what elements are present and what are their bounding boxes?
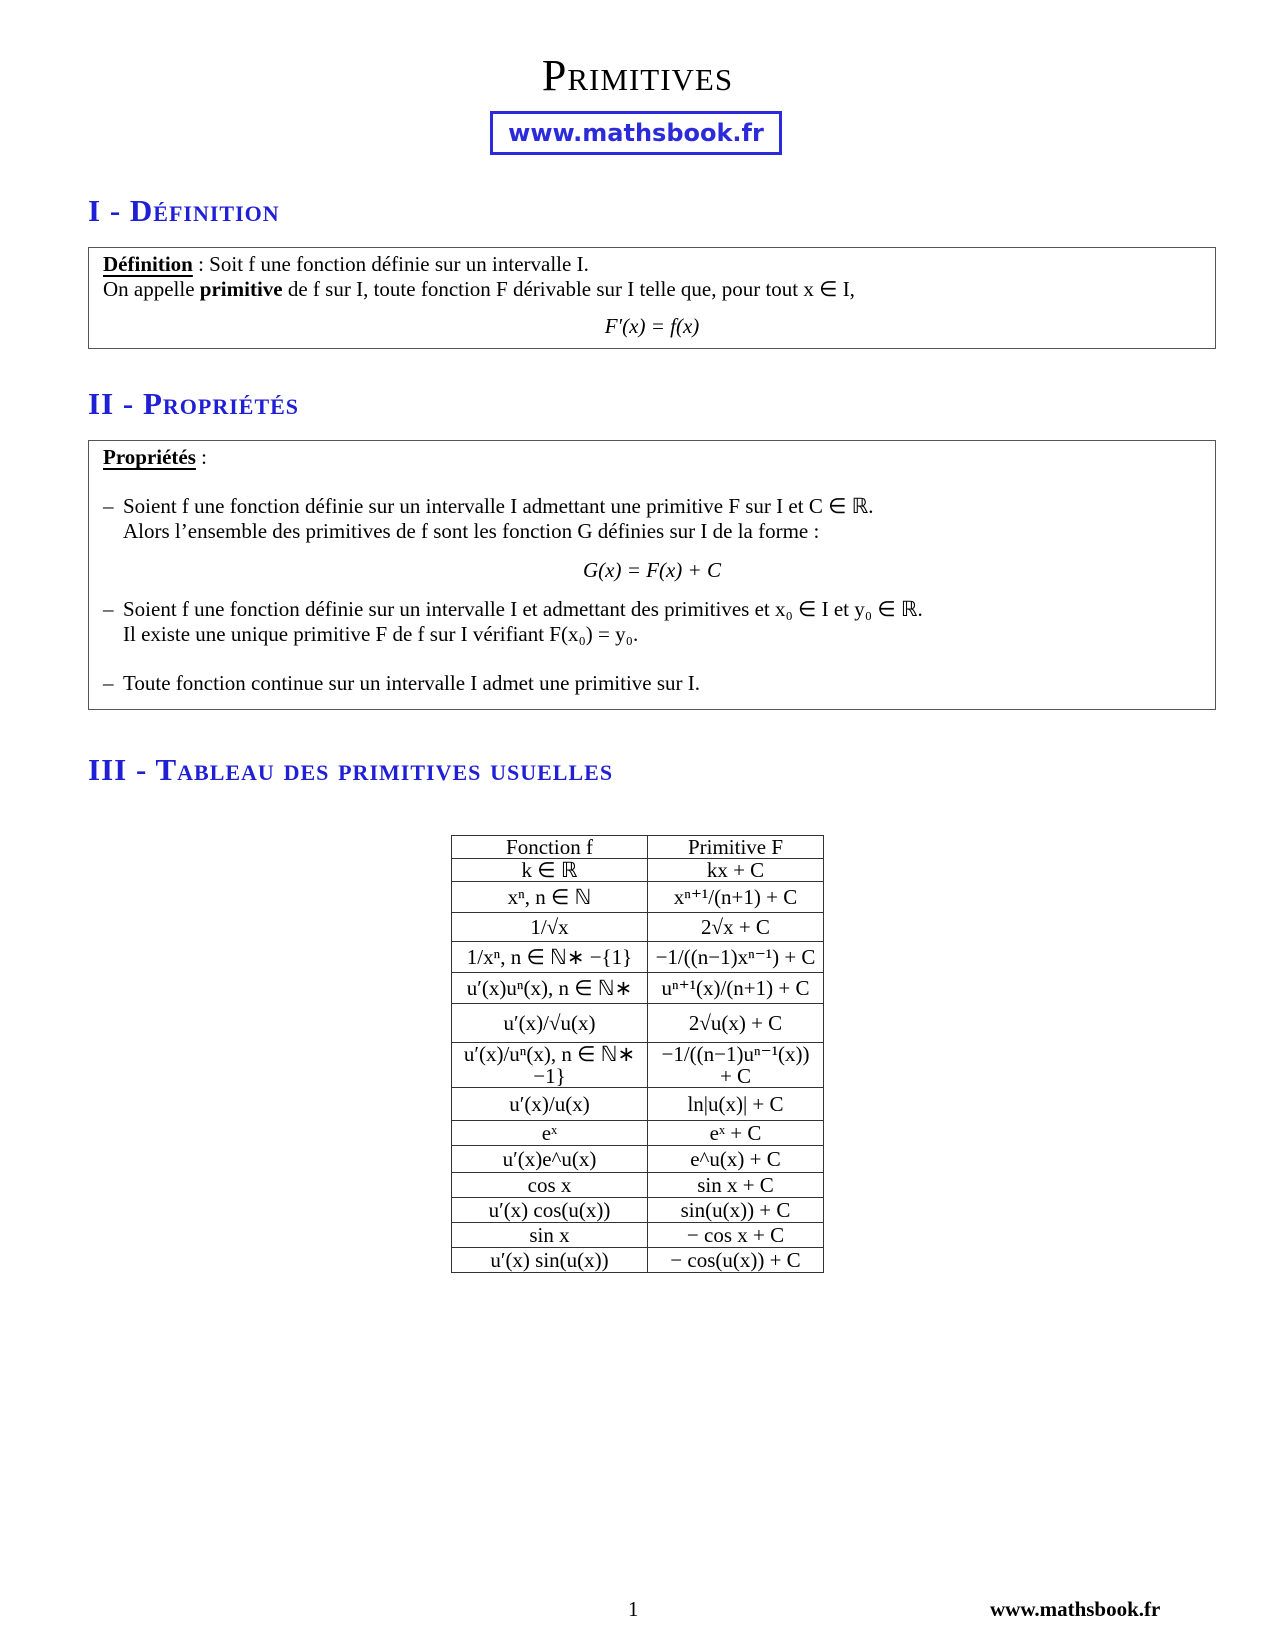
table-row	[452, 1121, 824, 1146]
properties-head-line	[103, 445, 1201, 470]
table-cell-function: sin x	[452, 1223, 648, 1248]
table-cell-primitive: kx + C	[648, 859, 824, 882]
section-heading-definition: I - Définition	[88, 193, 280, 228]
table-row	[452, 913, 824, 942]
site-link[interactable]: www.mathsbook.fr	[490, 111, 782, 155]
table-cell-primitive: eˣ + C	[648, 1121, 824, 1146]
property-1	[103, 494, 1201, 583]
table-cell-primitive: sin(u(x)) + C	[648, 1198, 824, 1223]
table-row	[452, 1146, 824, 1173]
table-cell-function: u′(x) sin(u(x))	[452, 1248, 648, 1273]
property-1-line-1: Soient f une fonction définie sur un intervalle I admettant une primitive F sur I et C ∈ ℝ.	[123, 494, 874, 518]
table-cell-primitive: uⁿ⁺¹(x)/(n+1) + C	[648, 973, 824, 1004]
properties-box	[88, 440, 1216, 710]
table-cell-primitive: ln|u(x)| + C	[648, 1088, 824, 1121]
table-cell-primitive: − cos x + C	[648, 1223, 824, 1248]
table-cell-primitive: − cos(u(x)) + C	[648, 1248, 824, 1273]
bullet-dash: –	[103, 671, 114, 695]
table-row	[452, 1173, 824, 1198]
table-row	[452, 1004, 824, 1043]
bullet-dash: –	[103, 494, 114, 518]
table-cell-function: cos x	[452, 1173, 648, 1198]
table-header-primitive: Primitive F	[648, 836, 824, 859]
table-cell-primitive: xⁿ⁺¹/(n+1) + C	[648, 882, 824, 913]
page-title: Primitives	[541, 51, 734, 100]
page-number: 1	[628, 1597, 639, 1621]
definition-text-2c: de f sur I, toute fonction F dérivable sur I telle que, pour tout x ∈ I,	[282, 277, 855, 301]
definition-head: Définition	[103, 252, 193, 276]
definition-text-2a: On appelle	[103, 277, 200, 301]
table-cell-function: u′(x)/√u(x)	[452, 1004, 648, 1043]
table-cell-function: u′(x)/uⁿ(x), n ∈ ℕ∗ −1}	[452, 1043, 648, 1088]
property-1-line-2: Alors l’ensemble des primitives de f sont les fonction G définies sur I de la forme :	[123, 519, 820, 543]
table-cell-function: xⁿ, n ∈ ℕ	[452, 882, 648, 913]
table-row	[452, 942, 824, 973]
properties-head: Propriétés	[103, 445, 196, 469]
footer-site: www.mathsbook.fr	[990, 1597, 1161, 1621]
table-header-function: Fonction f	[452, 836, 648, 859]
table-row	[452, 859, 824, 882]
table-header-row	[452, 836, 824, 859]
table-cell-primitive: −1/((n−1)xⁿ⁻¹) + C	[648, 942, 824, 973]
property-3	[103, 671, 1201, 696]
property-3-line-1: Toute fonction continue sur un intervalle I admet une primitive sur I.	[123, 671, 701, 695]
properties-colon: :	[195, 445, 208, 469]
table-cell-function: 1/xⁿ, n ∈ ℕ∗ −{1}	[452, 942, 648, 973]
section-heading-properties: II - Propriétés	[88, 386, 300, 421]
primitives-table	[451, 835, 824, 1273]
table-row	[452, 973, 824, 1004]
table-cell-function: u′(x)e^u(x)	[452, 1146, 648, 1173]
table-cell-function: u′(x)/u(x)	[452, 1088, 648, 1121]
table-cell-primitive: −1/((n−1)uⁿ⁻¹(x)) + C	[648, 1043, 824, 1088]
table-cell-function: k ∈ ℝ	[452, 859, 648, 882]
table-row	[452, 1088, 824, 1121]
property-2-line-2: Il existe une unique primitive F de f sur I vérifiant F(x₀) = y₀.	[123, 622, 639, 646]
table-cell-function: eˣ	[452, 1121, 648, 1146]
table-row	[452, 1248, 824, 1273]
definition-keyword: primitive	[199, 277, 283, 301]
definition-line-1	[103, 252, 1201, 277]
property-1-equation: G(x) = F(x) + C	[583, 558, 721, 582]
table-cell-function: u′(x) cos(u(x))	[452, 1198, 648, 1223]
definition-box	[88, 247, 1216, 349]
table-cell-function: u′(x)uⁿ(x), n ∈ ℕ∗	[452, 973, 648, 1004]
table-row	[452, 1223, 824, 1248]
table-cell-function: 1/√x	[452, 913, 648, 942]
table-row	[452, 1043, 824, 1088]
table-row	[452, 882, 824, 913]
definition-text-1: : Soit f une fonction définie sur un intervalle I.	[192, 252, 589, 276]
section-heading-table: III - Tableau des primitives usuelles	[88, 752, 614, 787]
property-2	[103, 597, 1201, 647]
definition-equation: F′(x) = f(x)	[604, 314, 700, 338]
table-cell-primitive: 2√x + C	[648, 913, 824, 942]
definition-line-2	[103, 277, 1201, 302]
table-cell-primitive: sin x + C	[648, 1173, 824, 1198]
table-cell-primitive: 2√u(x) + C	[648, 1004, 824, 1043]
table-row	[452, 1198, 824, 1223]
property-2-line-1: Soient f une fonction définie sur un intervalle I et admettant des primitives et x₀ ∈ I et y₀ ∈ ℝ.	[123, 597, 923, 621]
table-cell-primitive: e^u(x) + C	[648, 1146, 824, 1173]
bullet-dash: –	[103, 597, 114, 621]
